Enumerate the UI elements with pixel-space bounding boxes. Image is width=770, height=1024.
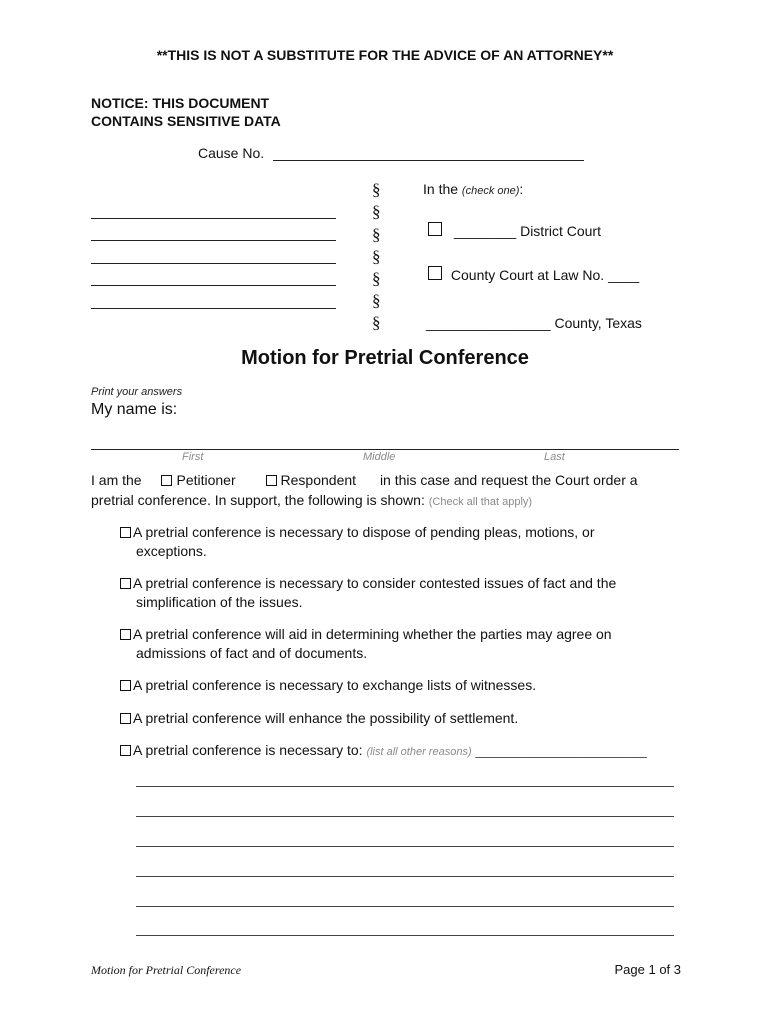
middle-name-caption: Middle: [363, 451, 396, 463]
i-am-the-label: I am the: [91, 472, 142, 488]
reason-text: A pretrial conference is necessary to consider contested issues of fact and the: [133, 575, 617, 591]
reason-item[interactable]: [120, 523, 680, 561]
district-court-label: District Court: [520, 223, 601, 239]
reason-checkbox[interactable]: [120, 745, 131, 756]
reason-text: A pretrial conference will enhance the possibility of settlement.: [133, 710, 519, 726]
reason-text-cont: exceptions.: [136, 543, 207, 559]
reason-checkbox[interactable]: [120, 629, 131, 640]
reason-text-cont: admissions of fact and of documents.: [136, 645, 368, 661]
request-text: in this case and request the Court order a: [379, 472, 638, 488]
other-reasons-line[interactable]: [136, 816, 674, 817]
reason-checkbox[interactable]: [120, 680, 131, 691]
reason-text: A pretrial conference will aid in determining whether the parties may agree on: [133, 626, 612, 642]
other-reasons-line[interactable]: [136, 876, 674, 877]
other-reasons-line[interactable]: [136, 846, 674, 847]
section-symbol: §: [372, 269, 381, 288]
party-line-4[interactable]: [91, 285, 336, 286]
reason-item[interactable]: [120, 625, 680, 663]
role-row: [91, 472, 638, 488]
full-name-field[interactable]: [91, 449, 679, 450]
party-line-1[interactable]: [91, 218, 336, 219]
county-blank[interactable]: ________________: [426, 315, 551, 331]
last-name-caption: Last: [544, 451, 565, 463]
print-answers-note: Print your answers: [91, 386, 183, 398]
document-title: Motion for Pretrial Conference: [241, 347, 529, 369]
in-the-row: [423, 181, 523, 197]
section-symbol: §: [372, 313, 381, 332]
reason-item[interactable]: [120, 676, 680, 695]
petitioner-checkbox[interactable]: [161, 475, 172, 486]
county-court-option[interactable]: [428, 266, 639, 283]
support-text: pretrial conference. In support, the following is shown:: [91, 492, 425, 508]
my-name-label: My name is:: [91, 401, 178, 418]
other-reasons-line[interactable]: [136, 935, 674, 936]
support-row: [91, 492, 532, 508]
party-line-3[interactable]: [91, 263, 336, 264]
reason-checkbox[interactable]: [120, 527, 131, 538]
check-one-hint: (check one): [461, 185, 520, 197]
reason-item[interactable]: [120, 709, 680, 728]
petitioner-label: Petitioner: [176, 472, 236, 488]
respondent-checkbox[interactable]: [266, 475, 277, 486]
party-line-2[interactable]: [91, 240, 336, 241]
reason-checkbox[interactable]: [120, 578, 131, 589]
reason-text: A pretrial conference is necessary to dispose of pending pleas, motions, or: [133, 524, 595, 540]
section-symbol: §: [372, 225, 381, 244]
county-court-checkbox[interactable]: [428, 266, 442, 280]
section-symbol: §: [372, 247, 381, 266]
reason-text: A pretrial conference is necessary to exchange lists of witnesses.: [133, 677, 537, 693]
other-reasons-line[interactable]: [136, 786, 674, 787]
reason-item[interactable]: [120, 741, 680, 762]
reason-checkbox[interactable]: [120, 713, 131, 724]
cause-no-field[interactable]: [273, 160, 584, 161]
respondent-label: Respondent: [280, 472, 357, 488]
county-texas-label: County, Texas: [554, 315, 642, 331]
footer-page-number: Page 1 of 3: [614, 962, 681, 977]
county-row: [426, 315, 642, 331]
colon: :: [519, 181, 524, 197]
disclaimer: **THIS IS NOT A SUBSTITUTE FOR THE ADVICE OF AN ATTORNEY**: [156, 47, 614, 63]
section-symbol: §: [372, 202, 381, 221]
district-court-checkbox[interactable]: [428, 222, 442, 236]
check-all-hint: (Check all that apply): [428, 496, 533, 508]
in-the-label: In the: [423, 181, 459, 197]
district-court-option[interactable]: [428, 222, 601, 239]
reason-text: A pretrial conference is necessary to:: [133, 742, 363, 758]
other-reasons-line[interactable]: [136, 906, 674, 907]
first-name-caption: First: [182, 451, 204, 463]
reason-item[interactable]: [120, 574, 680, 612]
footer-document-name: Motion for Pretrial Conference: [91, 963, 242, 977]
section-symbol: §: [372, 180, 381, 199]
party-line-5[interactable]: [91, 308, 336, 309]
other-reasons-blank[interactable]: ______________________: [475, 742, 647, 758]
section-symbol: §: [372, 291, 381, 310]
notice-line-1: NOTICE: THIS DOCUMENT: [91, 95, 270, 111]
other-reasons-hint: (list all other reasons): [366, 746, 472, 758]
county-court-label: County Court at Law No. ____: [450, 267, 640, 283]
notice-line-2: CONTAINS SENSITIVE DATA: [91, 113, 281, 129]
cause-no-label: Cause No.: [198, 145, 265, 161]
district-blank[interactable]: ________: [453, 223, 517, 239]
reason-text-cont: simplification of the issues.: [136, 594, 303, 610]
